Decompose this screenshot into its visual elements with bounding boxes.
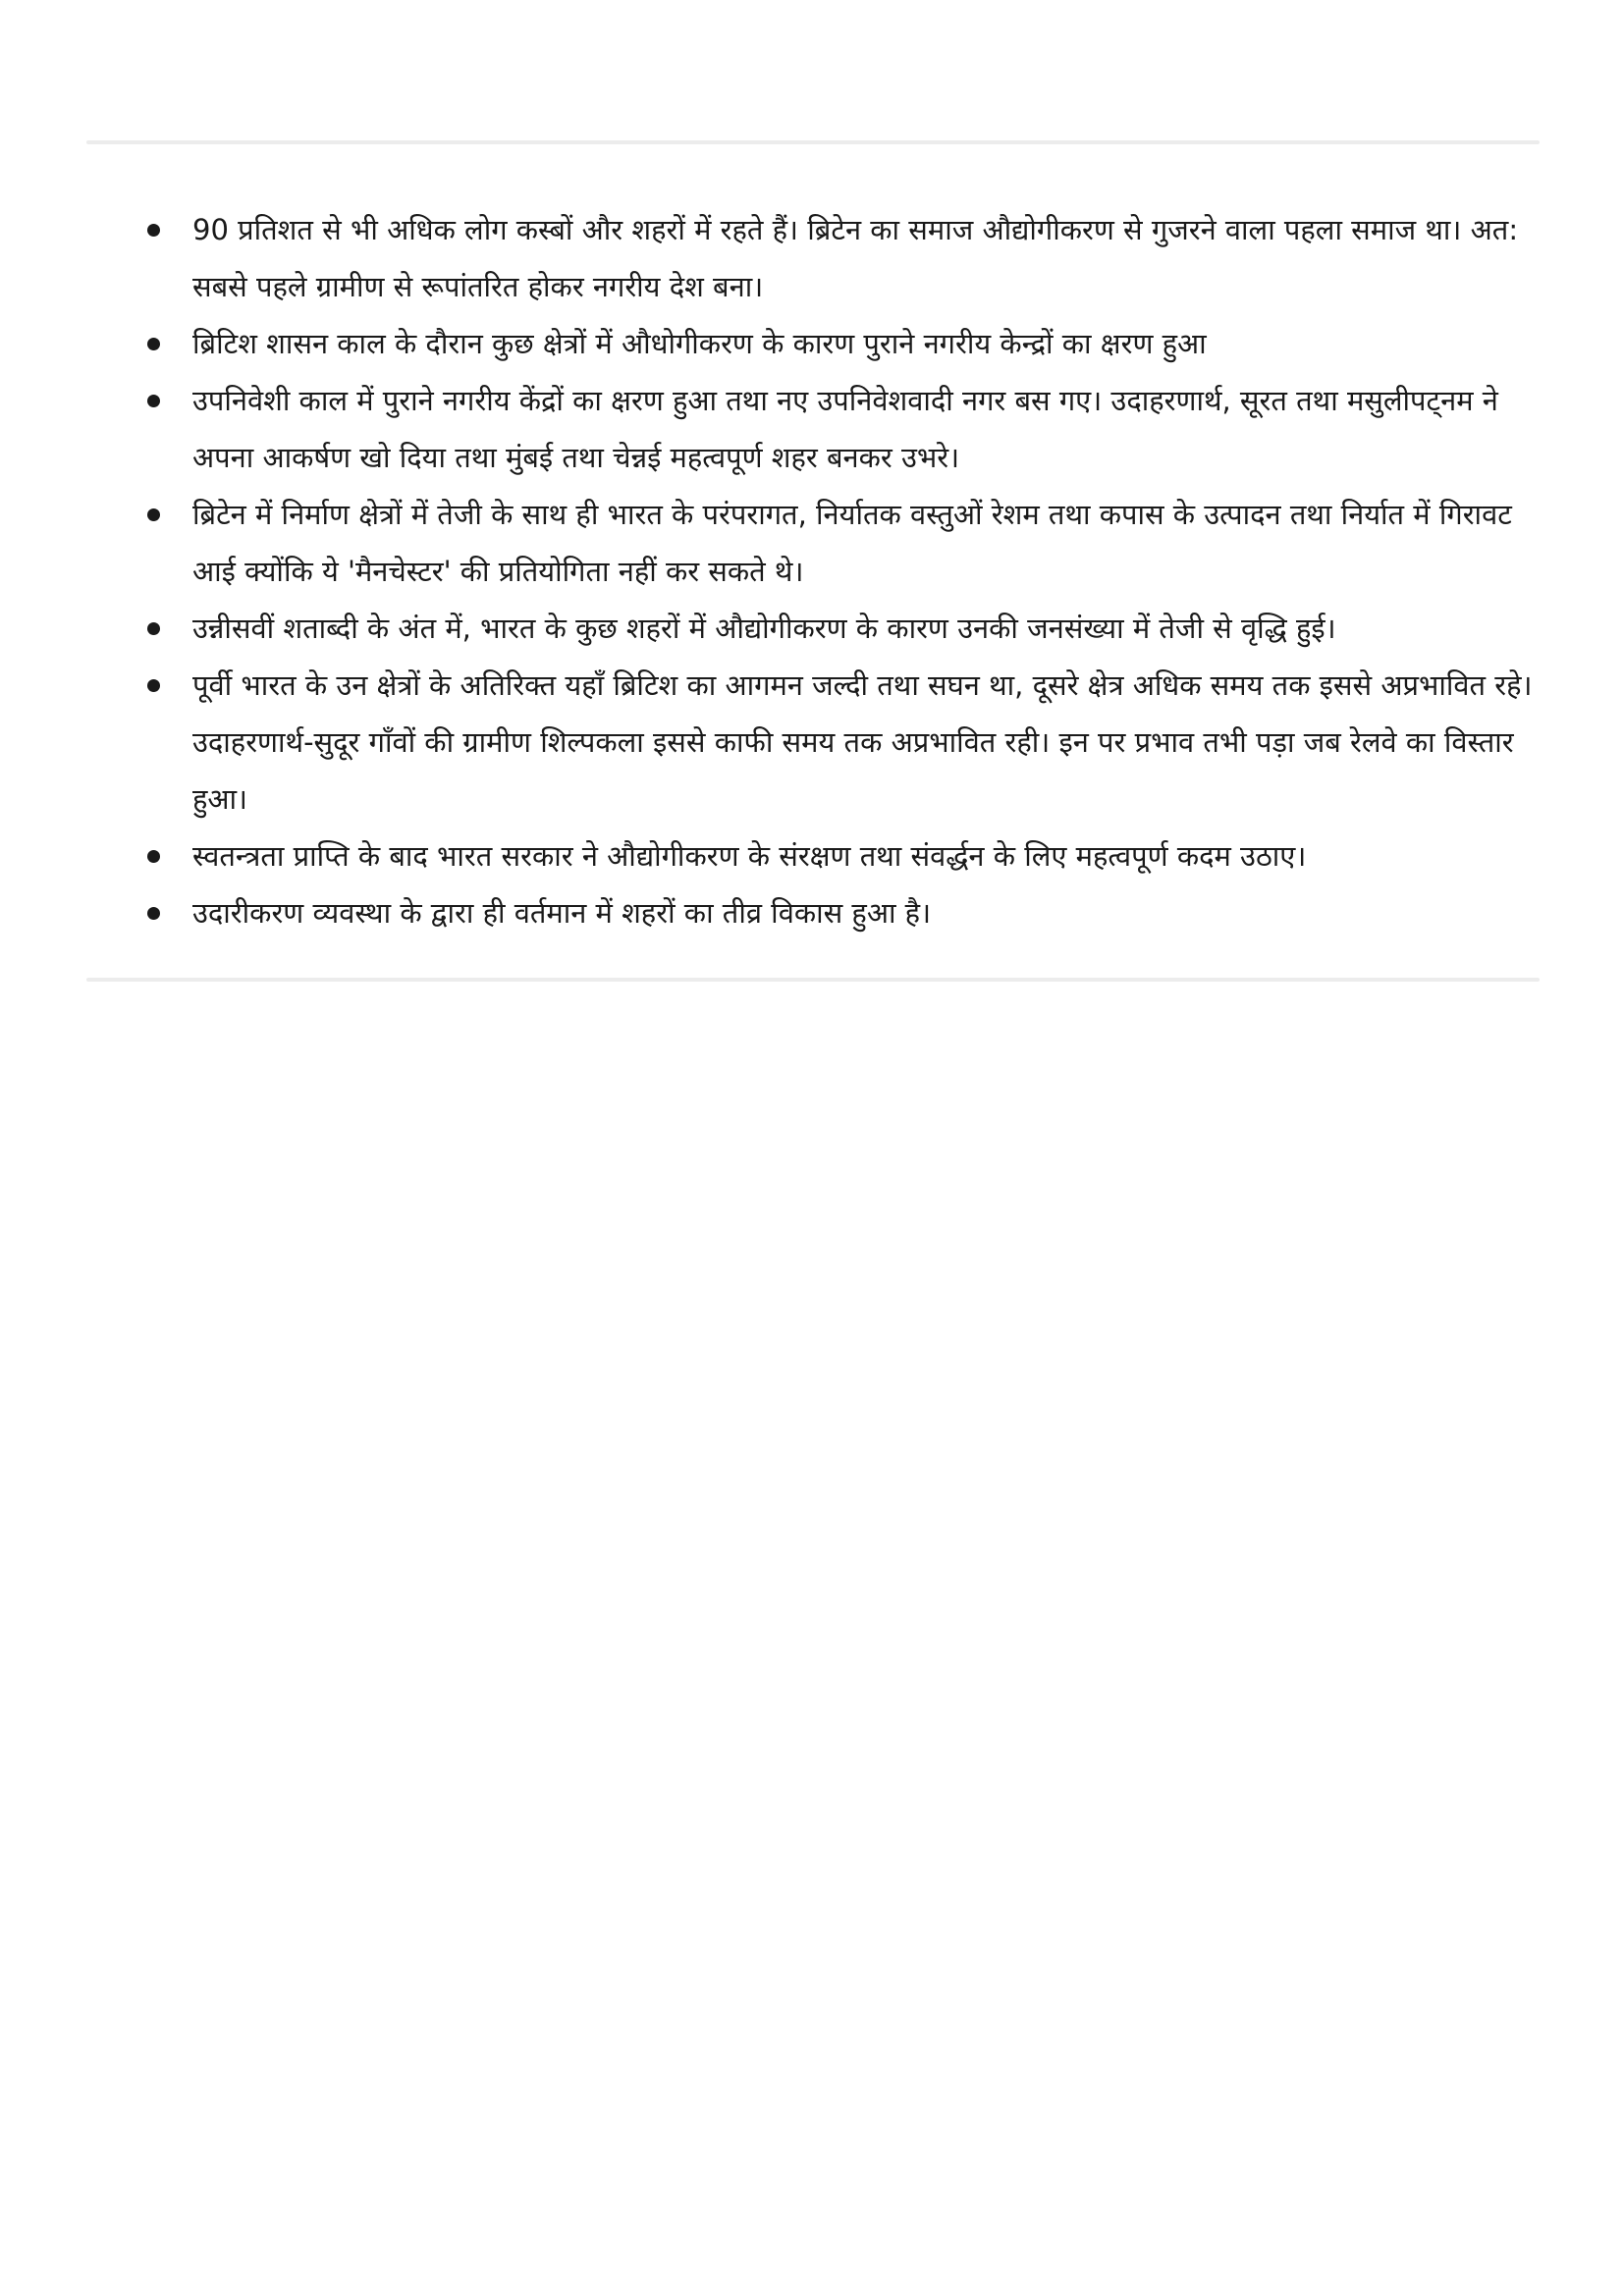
- bullet-icon: [147, 395, 160, 407]
- bullet-icon: [147, 338, 160, 350]
- list-item: [147, 884, 1542, 941]
- list-item-text: ब्रिटिश शासन काल के दौरान कुछ क्षेत्रों में औधोगीकरण के कारण पुराने नगरीय केन्द्रों का क्षरण हुआ: [192, 327, 1207, 360]
- bullet-list: [147, 201, 1542, 941]
- list-item: [147, 315, 1542, 372]
- list-item: [147, 201, 1542, 315]
- list-item: [147, 600, 1542, 657]
- top-divider: [86, 140, 1540, 144]
- bottom-divider: [86, 978, 1540, 982]
- list-item-text: स्वतन्त्रता प्राप्ति के बाद भारत सरकार ने औद्योगीकरण के संरक्षण तथा संवर्द्धन के लिए महत्वपूर्ण कदम उठाए।: [192, 839, 1307, 873]
- list-item: [147, 828, 1542, 884]
- list-item-text: 90 प्रतिशत से भी अधिक लोग कस्बों और शहरों में रहते हैं। ब्रिटेन का समाज औद्योगीकरण से गुजरने वाला पहला समाज था। अत: सबसे पहले ग्रामीण से रूपांतरित होकर नगरीय देश बना।: [192, 213, 1519, 303]
- bullet-icon: [147, 224, 160, 237]
- list-item-text: पूर्वी भारत के उन क्षेत्रों के अतिरिक्त यहाँ ब्रिटिश का आगमन जल्दी तथा सघन था, दूसरे क्षेत्र अधिक समय तक इससे अप्रभावित रहे। उदाहरणार्थ-सुदूर गाँवों की ग्रामीण शिल्पकला इससे काफी समय तक अप्रभावित रही। इन पर प्रभाव तभी पड़ा जब रेलवे का विस्तार हुआ।: [192, 668, 1533, 816]
- list-item-text: उदारीकरण व्यवस्था के द्वारा ही वर्तमान में शहरों का तीव्र विकास हुआ है।: [192, 896, 932, 930]
- list-item: [147, 372, 1542, 486]
- bullet-icon: [147, 907, 160, 920]
- bullet-icon: [147, 679, 160, 692]
- list-item-text: ब्रिटेन में निर्माण क्षेत्रों में तेजी के साथ ही भारत के परंपरागत, निर्यातक वस्तुओं रेशम तथा कपास के उत्पादन तथा निर्यात में गिरावट आई क्योंकि ये 'मैनचेस्टर' की प्रतियोगिता नहीं कर सकते थे।: [192, 498, 1512, 588]
- bullet-icon: [147, 850, 160, 863]
- list-item: [147, 486, 1542, 600]
- list-item-text: उपनिवेशी काल में पुराने नगरीय केंद्रों का क्षरण हुआ तथा नए उपनिवेशवादी नगर बस गए। उदाहरणार्थ, सूरत तथा मसुलीपट्नम ने अपना आकर्षण खो दिया तथा मुंबई तथा चेन्नई महत्वपूर्ण शहर बनकर उभरे।: [192, 384, 1498, 474]
- list-item: [147, 657, 1542, 828]
- list-item-text: उन्नीसवीं शताब्दी के अंत में, भारत के कुछ शहरों में औद्योगीकरण के कारण उनकी जनसंख्या में तेजी से वृद्धि हुई।: [192, 612, 1336, 645]
- bullet-icon: [147, 622, 160, 635]
- bullet-icon: [147, 508, 160, 521]
